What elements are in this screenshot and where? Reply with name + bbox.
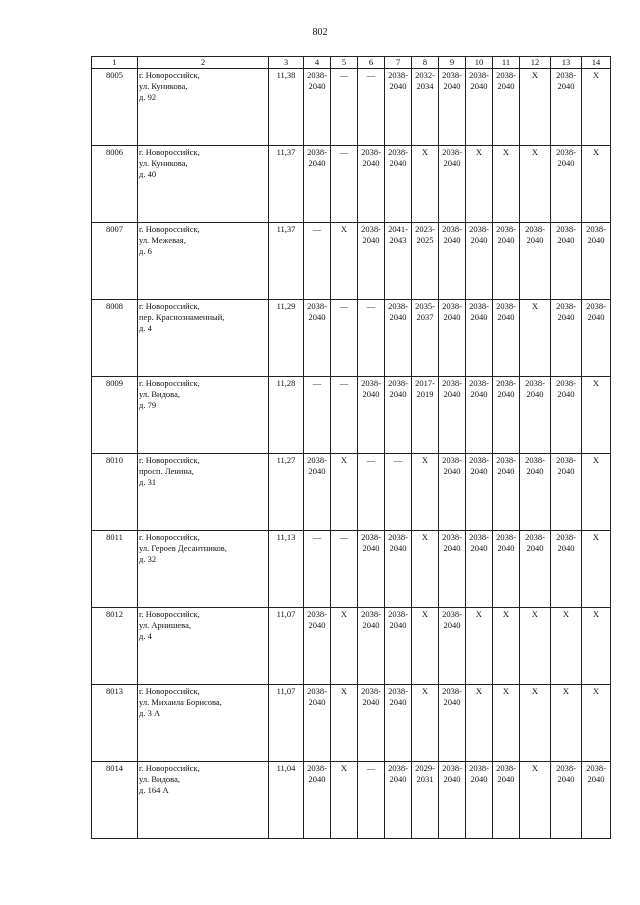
address-line: д. 92 bbox=[139, 92, 157, 103]
period-cell-col-6: 2038- 2040 bbox=[358, 685, 385, 762]
address-line: ул. Видова, bbox=[139, 774, 180, 785]
address-line: ул. Героев Десантников, bbox=[139, 543, 227, 554]
table-row bbox=[92, 531, 611, 608]
period-cell-col-9: 2038- 2040 bbox=[439, 762, 466, 839]
period-cell-col-6: — bbox=[358, 454, 385, 531]
period-cell-col-8: 2029- 2031 bbox=[412, 762, 439, 839]
row-id: 8013 bbox=[92, 685, 138, 762]
period-cell-col-12: 2038- 2040 bbox=[520, 377, 551, 454]
address-cell bbox=[138, 146, 269, 223]
period-cell-col-5: Х bbox=[331, 762, 358, 839]
column-header-7: 7 bbox=[385, 57, 412, 69]
period-cell-col-8: Х bbox=[412, 685, 439, 762]
table-row bbox=[92, 69, 611, 146]
value-cell: 11,27 bbox=[269, 454, 304, 531]
column-header-12: 12 bbox=[520, 57, 551, 69]
column-header-2: 2 bbox=[138, 57, 269, 69]
value-cell: 11,37 bbox=[269, 146, 304, 223]
period-cell-col-12: Х bbox=[520, 608, 551, 685]
value-cell: 11,04 bbox=[269, 762, 304, 839]
period-cell-col-12: 2038- 2040 bbox=[520, 531, 551, 608]
period-cell-col-14: 2038- 2040 bbox=[582, 223, 611, 300]
period-cell-col-12: Х bbox=[520, 146, 551, 223]
period-cell-col-13: Х bbox=[551, 608, 582, 685]
value-cell: 11,28 bbox=[269, 377, 304, 454]
row-id: 8009 bbox=[92, 377, 138, 454]
period-cell-col-13: 2038- 2040 bbox=[551, 531, 582, 608]
period-cell-col-5: — bbox=[331, 300, 358, 377]
period-cell-col-13: 2038- 2040 bbox=[551, 146, 582, 223]
column-header-10: 10 bbox=[466, 57, 493, 69]
period-cell-col-9: 2038- 2040 bbox=[439, 146, 466, 223]
period-cell-col-7: 2038- 2040 bbox=[385, 69, 412, 146]
column-header-5: 5 bbox=[331, 57, 358, 69]
period-cell-col-9: 2038- 2040 bbox=[439, 454, 466, 531]
period-cell-col-13: 2038- 2040 bbox=[551, 454, 582, 531]
period-cell-col-4: — bbox=[304, 223, 331, 300]
period-cell-col-8: Х bbox=[412, 531, 439, 608]
column-header-11: 11 bbox=[493, 57, 520, 69]
value-cell: 11,13 bbox=[269, 531, 304, 608]
address-cell bbox=[138, 531, 269, 608]
period-cell-col-8: Х bbox=[412, 146, 439, 223]
period-cell-col-11: Х bbox=[493, 146, 520, 223]
period-cell-col-7: 2038- 2040 bbox=[385, 608, 412, 685]
period-cell-col-6: 2038- 2040 bbox=[358, 146, 385, 223]
period-cell-col-7: 2038- 2040 bbox=[385, 146, 412, 223]
address-line: д. 4 bbox=[139, 631, 152, 642]
period-cell-col-14: Х bbox=[582, 69, 611, 146]
address-line: г. Новороссийск, bbox=[139, 532, 200, 543]
period-cell-col-10: 2038- 2040 bbox=[466, 531, 493, 608]
column-header-4: 4 bbox=[304, 57, 331, 69]
period-cell-col-9: 2038- 2040 bbox=[439, 223, 466, 300]
table-row bbox=[92, 762, 611, 839]
address-line: г. Новороссийск, bbox=[139, 224, 200, 235]
address-cell bbox=[138, 69, 269, 146]
row-id: 8007 bbox=[92, 223, 138, 300]
period-cell-col-6: 2038- 2040 bbox=[358, 377, 385, 454]
period-cell-col-8: 2035- 2037 bbox=[412, 300, 439, 377]
period-cell-col-4: 2038- 2040 bbox=[304, 685, 331, 762]
period-cell-col-11: 2038- 2040 bbox=[493, 454, 520, 531]
period-cell-col-8: 2023- 2025 bbox=[412, 223, 439, 300]
period-cell-col-13: 2038- 2040 bbox=[551, 377, 582, 454]
address-cell bbox=[138, 762, 269, 839]
address-line: г. Новороссийск, bbox=[139, 147, 200, 158]
column-header-3: 3 bbox=[269, 57, 304, 69]
address-line: г. Новороссийск, bbox=[139, 686, 200, 697]
period-cell-col-8: 2032- 2034 bbox=[412, 69, 439, 146]
row-id: 8014 bbox=[92, 762, 138, 839]
period-cell-col-4: 2038- 2040 bbox=[304, 454, 331, 531]
period-cell-col-14: 2038- 2040 bbox=[582, 762, 611, 839]
period-cell-col-7: 2038- 2040 bbox=[385, 300, 412, 377]
period-cell-col-11: 2038- 2040 bbox=[493, 531, 520, 608]
period-cell-col-14: Х bbox=[582, 454, 611, 531]
period-cell-col-11: Х bbox=[493, 608, 520, 685]
period-cell-col-13: 2038- 2040 bbox=[551, 223, 582, 300]
period-cell-col-13: 2038- 2040 bbox=[551, 762, 582, 839]
table-row bbox=[92, 223, 611, 300]
period-cell-col-6: 2038- 2040 bbox=[358, 531, 385, 608]
value-cell: 11,07 bbox=[269, 685, 304, 762]
address-line: д. 31 bbox=[139, 477, 157, 488]
table-row bbox=[92, 146, 611, 223]
value-cell: 11,07 bbox=[269, 608, 304, 685]
value-cell: 11,37 bbox=[269, 223, 304, 300]
address-line: ул. Михаила Борисова, bbox=[139, 697, 222, 708]
period-cell-col-4: — bbox=[304, 531, 331, 608]
address-line: д. 79 bbox=[139, 400, 157, 411]
column-header-14: 14 bbox=[582, 57, 611, 69]
column-header-9: 9 bbox=[439, 57, 466, 69]
period-cell-col-13: 2038- 2040 bbox=[551, 300, 582, 377]
period-cell-col-4: 2038- 2040 bbox=[304, 608, 331, 685]
address-cell bbox=[138, 300, 269, 377]
address-cell bbox=[138, 377, 269, 454]
period-cell-col-7: — bbox=[385, 454, 412, 531]
period-cell-col-11: 2038- 2040 bbox=[493, 377, 520, 454]
period-cell-col-5: Х bbox=[331, 685, 358, 762]
row-id: 8005 bbox=[92, 69, 138, 146]
period-cell-col-5: Х bbox=[331, 454, 358, 531]
period-cell-col-6: 2038- 2040 bbox=[358, 223, 385, 300]
address-line: просп. Ленина, bbox=[139, 466, 194, 477]
row-id: 8006 bbox=[92, 146, 138, 223]
period-cell-col-12: 2038- 2040 bbox=[520, 223, 551, 300]
period-cell-col-12: Х bbox=[520, 762, 551, 839]
period-cell-col-10: Х bbox=[466, 685, 493, 762]
value-cell: 11,38 bbox=[269, 69, 304, 146]
period-cell-col-4: 2038- 2040 bbox=[304, 146, 331, 223]
period-cell-col-12: 2038- 2040 bbox=[520, 454, 551, 531]
address-line: д. 164 А bbox=[139, 785, 169, 796]
address-line: д. 40 bbox=[139, 169, 157, 180]
period-cell-col-10: 2038- 2040 bbox=[466, 300, 493, 377]
address-line: г. Новороссийск, bbox=[139, 378, 200, 389]
column-header-6: 6 bbox=[358, 57, 385, 69]
period-cell-col-6: 2038- 2040 bbox=[358, 608, 385, 685]
period-cell-col-5: — bbox=[331, 377, 358, 454]
table-row bbox=[92, 454, 611, 531]
address-line: г. Новороссийск, bbox=[139, 301, 200, 312]
page-number: 802 bbox=[312, 27, 328, 38]
address-line: д. 4 bbox=[139, 323, 152, 334]
period-cell-col-4: 2038- 2040 bbox=[304, 69, 331, 146]
period-cell-col-9: 2038- 2040 bbox=[439, 69, 466, 146]
period-cell-col-10: 2038- 2040 bbox=[466, 454, 493, 531]
period-cell-col-6: — bbox=[358, 762, 385, 839]
period-cell-col-12: Х bbox=[520, 300, 551, 377]
period-cell-col-9: 2038- 2040 bbox=[439, 608, 466, 685]
period-cell-col-7: 2038- 2040 bbox=[385, 685, 412, 762]
table-row bbox=[92, 685, 611, 762]
period-cell-col-9: 2038- 2040 bbox=[439, 685, 466, 762]
period-cell-col-11: Х bbox=[493, 685, 520, 762]
period-cell-col-11: 2038- 2040 bbox=[493, 223, 520, 300]
period-cell-col-4: 2038- 2040 bbox=[304, 762, 331, 839]
period-cell-col-4: 2038- 2040 bbox=[304, 300, 331, 377]
period-cell-col-7: 2038- 2040 bbox=[385, 377, 412, 454]
period-cell-col-10: 2038- 2040 bbox=[466, 69, 493, 146]
address-line: г. Новороссийск, bbox=[139, 763, 200, 774]
period-cell-col-10: Х bbox=[466, 608, 493, 685]
address-line: д. 32 bbox=[139, 554, 157, 565]
period-cell-col-6: — bbox=[358, 69, 385, 146]
period-cell-col-5: Х bbox=[331, 223, 358, 300]
table-body bbox=[92, 69, 611, 839]
period-cell-col-11: 2038- 2040 bbox=[493, 300, 520, 377]
period-cell-col-13: Х bbox=[551, 685, 582, 762]
period-cell-col-5: — bbox=[331, 146, 358, 223]
address-cell bbox=[138, 223, 269, 300]
period-cell-col-7: 2038- 2040 bbox=[385, 762, 412, 839]
row-id: 8011 bbox=[92, 531, 138, 608]
period-cell-col-9: 2038- 2040 bbox=[439, 300, 466, 377]
address-line: ул. Межевая, bbox=[139, 235, 186, 246]
table-row bbox=[92, 608, 611, 685]
period-cell-col-9: 2038- 2040 bbox=[439, 377, 466, 454]
period-cell-col-10: 2038- 2040 bbox=[466, 223, 493, 300]
column-header-1: 1 bbox=[92, 57, 138, 69]
period-cell-col-14: 2038- 2040 bbox=[582, 300, 611, 377]
address-line: г. Новороссийск, bbox=[139, 455, 200, 466]
period-cell-col-14: Х bbox=[582, 685, 611, 762]
address-cell bbox=[138, 685, 269, 762]
address-line: г. Новороссийск, bbox=[139, 609, 200, 620]
address-cell bbox=[138, 454, 269, 531]
address-line: ул. Куникова, bbox=[139, 158, 188, 169]
row-id: 8012 bbox=[92, 608, 138, 685]
period-cell-col-13: 2038- 2040 bbox=[551, 69, 582, 146]
period-cell-col-6: — bbox=[358, 300, 385, 377]
period-cell-col-5: — bbox=[331, 69, 358, 146]
table-row bbox=[92, 377, 611, 454]
period-cell-col-12: Х bbox=[520, 69, 551, 146]
period-cell-col-8: Х bbox=[412, 608, 439, 685]
period-cell-col-9: 2038- 2040 bbox=[439, 531, 466, 608]
address-line: ул. Куникова, bbox=[139, 81, 188, 92]
address-line: ул. Видова, bbox=[139, 389, 180, 400]
row-id: 8010 bbox=[92, 454, 138, 531]
period-cell-col-11: 2038- 2040 bbox=[493, 69, 520, 146]
period-cell-col-10: 2038- 2040 bbox=[466, 762, 493, 839]
address-cell bbox=[138, 608, 269, 685]
period-cell-col-5: — bbox=[331, 531, 358, 608]
period-cell-col-14: Х bbox=[582, 377, 611, 454]
address-line: ул. Арнишева, bbox=[139, 620, 191, 631]
header-row bbox=[92, 57, 611, 69]
register-table bbox=[91, 56, 611, 839]
period-cell-col-7: 2038- 2040 bbox=[385, 531, 412, 608]
period-cell-col-12: Х bbox=[520, 685, 551, 762]
period-cell-col-14: Х bbox=[582, 531, 611, 608]
period-cell-col-10: 2038- 2040 bbox=[466, 377, 493, 454]
address-line: г. Новороссийск, bbox=[139, 70, 200, 81]
table-row bbox=[92, 300, 611, 377]
period-cell-col-10: Х bbox=[466, 146, 493, 223]
address-line: д. 3 А bbox=[139, 708, 161, 719]
column-header-8: 8 bbox=[412, 57, 439, 69]
period-cell-col-8: Х bbox=[412, 454, 439, 531]
address-line: пер. Краснознаменный, bbox=[139, 312, 225, 323]
period-cell-col-14: Х bbox=[582, 146, 611, 223]
row-id: 8008 bbox=[92, 300, 138, 377]
period-cell-col-5: Х bbox=[331, 608, 358, 685]
column-header-13: 13 bbox=[551, 57, 582, 69]
period-cell-col-8: 2017- 2019 bbox=[412, 377, 439, 454]
period-cell-col-7: 2041- 2043 bbox=[385, 223, 412, 300]
period-cell-col-11: 2038- 2040 bbox=[493, 762, 520, 839]
period-cell-col-14: Х bbox=[582, 608, 611, 685]
period-cell-col-4: — bbox=[304, 377, 331, 454]
address-line: д. 6 bbox=[139, 246, 152, 257]
value-cell: 11,29 bbox=[269, 300, 304, 377]
